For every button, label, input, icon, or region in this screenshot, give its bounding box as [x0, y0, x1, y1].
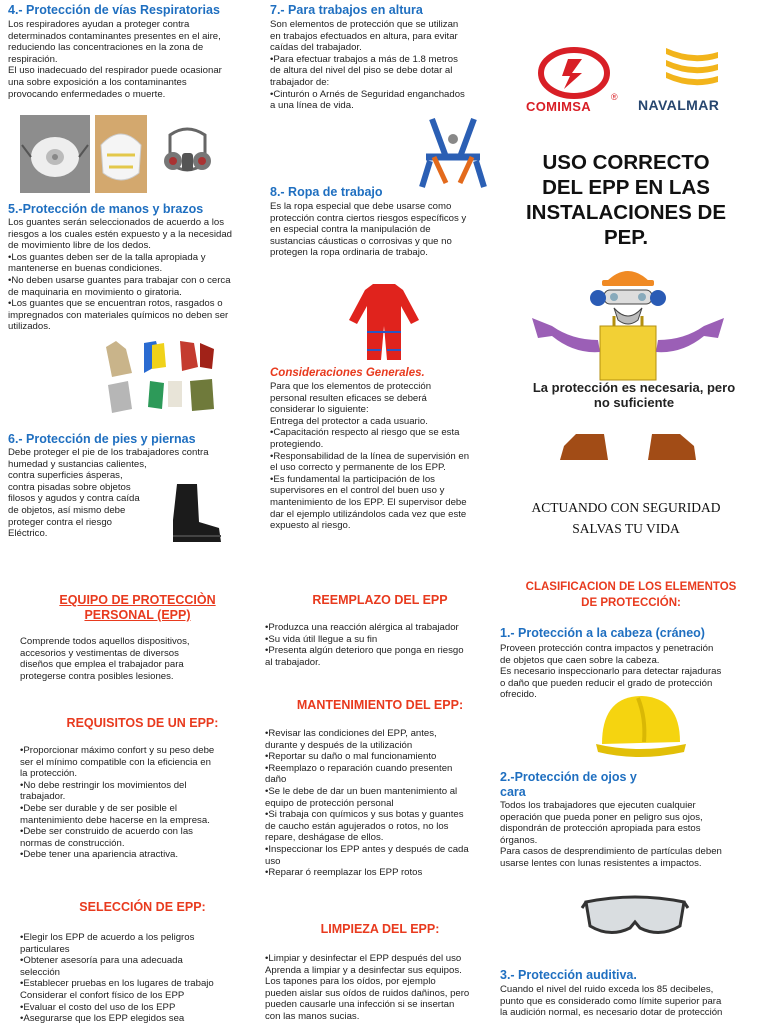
height-section-text: Son elementos de protección que se utilizan en trabajos efectuados en altura, para evitar caídas del trabajador. •Para efectuar trabajos a más de 1.8 metros de altura del nivel del piso se debe dotar al trabajador de: •Cinturón o Arnés de Seguridad enganchados a una línea de vida. — [270, 19, 465, 112]
gloves-image — [102, 337, 220, 419]
classification-title: CLASIFICACION DE LOS ELEMENTOS DE PROTECCIÓN: — [525, 581, 737, 609]
coverall-image — [345, 280, 423, 362]
hearing-protection-title: 3.- Protección auditiva. — [500, 968, 637, 982]
mascot-caption: La protección es necesaria, pero no suficiente — [532, 380, 736, 410]
maintenance-text: •Revisar las condiciones del EPP, antes, durante y después de la utilización •Reportar su daño o mal funcionamiento •Reemplazo o reparación cuando presenten daño •Se le debe de dar un buen mantenimiento al equipo de protección personal •Si trabaja con químicos y sus botas y guantes de caucho están agujerados o rotos, no los repare, deshágase de ellos. •Inspeccionar los EPP antes y después de cada uso •Reparar ó reemplazar los EPP rotos — [265, 728, 469, 879]
navalmar-wordmark: NAVALMAR — [638, 97, 720, 113]
cleaning-text: •Limpiar y desinfectar el EPP después del uso Aprenda a limpiar y a desinfectar sus equipos. Los tapones para los oídos, por ejemplo pueden aislar sus oídos de ruidos dañinos, pero pueden causarle una infección si se insertan con las manos sucias. — [265, 953, 470, 1022]
safety-glasses-image — [580, 888, 690, 948]
navalmar-logo — [662, 42, 720, 86]
head-protection-title: 1.- Protección a la cabeza (cráneo) — [500, 626, 705, 640]
feet-section-text: Debe proteger el pie de los trabajadores contra humedad y sustancias calientes, contra superficies ásperas, contra pisadas sobre objetos filosos y agudos y contra caída de objetos, así mismo debe proteger contra el riesgo Eléctrico. — [8, 447, 209, 540]
head-protection-text: Proveen protección contra impactos y penetración de objetos que caen sobre la cabeza. Es necesario inspeccionarlo para detectar rajaduras o daño que pueden reducir el grado de protección ofrecido. — [500, 643, 722, 701]
replacement-title: REEMPLAZO DEL EPP — [312, 593, 448, 607]
requirements-title: REQUISITOS DE UN EPP: — [66, 716, 219, 730]
hands-section-title: 5.-Protección de manos y brazos — [8, 202, 204, 216]
maintenance-title: MANTENIMIENTO DEL EPP: — [296, 698, 464, 712]
comimsa-logo — [538, 47, 610, 99]
safety-harness-image — [412, 117, 494, 189]
feet-section-title: 6.- Protección de pies y piernas — [8, 432, 196, 446]
hearing-protection-text: Cuando el nivel del ruido exceda los 85 decibeles, punto que es considerado como límite superior para la audición normal, es necesario dotar de protección — [500, 984, 723, 1019]
hard-hat-image — [588, 688, 688, 764]
selection-title: SELECCIÓN DE EPP: — [79, 900, 206, 914]
epp-definition-text: Comprende todos aquellos dispositivos, accesorios y vestimentas de diversos diseños que emplea el trabajador para protegerse contra posibles lesiones. — [20, 636, 190, 682]
respirator-image-1 — [20, 115, 90, 193]
general-considerations-text: Para que los elementos de protección personal resulten eficaces se deberá considerar lo siguiente: Entrega del protector a cada usuario. •Capacitación respecto al riesgo que se esta protegiendo. •Responsabilidad de la línea de supervisión en el uso correcto y permanente de los EPP. •Es fundamental la participación de los supervisores en el control del buen uso y mantenimiento de los EPP. El supervisor debe dar el ejemplo utilizándolos cada vez que este expuesto al riesgo. — [270, 381, 470, 532]
eye-protection-title: 2.-Protección de ojos y cara — [500, 770, 637, 799]
cleaning-title: LIMPIEZA DEL EPP: — [320, 922, 440, 936]
respirator-image-3 — [160, 115, 215, 193]
hands-section-text: Los guantes serán seleccionados de acuerdo a los riesgos a los cuales estén expuesto y a la necesidad de movimiento libre de los dedos. •Los guantes deben ser de la talla apropiada y mantenerse en buenas condiciones. •No deben usarse guantes para trabajar con o cerca de maquinaria en movimiento o giratoria. •Los guantes que se encuentran rotos, rasgados o impregnados con materiales químicos no deben ser utilizados. — [8, 217, 232, 333]
selection-text: •Elegir los EPP de acuerdo a los peligros particulares •Obtener asesoría para una adecuada selección •Establecer pruebas en los lugares de trabajo Considerar el confort físico de los EPP •Evaluar el costo del uso de los EPP •Asegurarse que los EPP elegidos sea — [20, 932, 214, 1025]
clothing-section-title: 8.- Ropa de trabajo — [270, 185, 383, 199]
eye-protection-text: Todos los trabajadores que ejecuten cualquier operación que pueda poner en peligro sus ojos, dispondrán de protección apropiada para estos órganos. Para casos de desprendimiento de partículas deben usarse lentes con lunas resistentes a impactos. — [500, 800, 722, 869]
clothing-section-text: Es la ropa especial que debe usarse como protección contra ciertos riesgos específicos y en especial contra la manipulación de sustancias cáusticas o corrosivas y que no protegen la ropa ordinaria de trabajo. — [270, 201, 467, 259]
registered-mark: ® — [611, 92, 618, 102]
respiratory-section-text: Los respiradores ayudan a proteger contra determinados contaminantes presentes en el aire, reduciendo las concentraciones en la zona de respiración. El uso inadecuado del respirador puede ocasionar una sobre exposición a los contaminantes provocando enfermedades o muerte. — [8, 19, 222, 100]
general-considerations-title: Consideraciones Generales. — [270, 367, 425, 379]
respirator-image-2 — [95, 115, 147, 193]
slogan-line-1: ACTUANDO CON SEGURIDAD — [531, 500, 721, 515]
replacement-text: •Produzca una reacción alérgica al trabajador •Su vida útil llegue a su fin •Presenta algún deterioro que ponga en riesgo al trabajador. — [265, 622, 464, 668]
slogan-line-2: SALVAS TU VIDA — [572, 521, 680, 536]
rubber-boot-image — [165, 480, 225, 546]
respiratory-section-title: 4.- Protección de vías Respiratorias — [8, 3, 220, 17]
requirements-text: •Proporcionar máximo confort y su peso debe ser el mínimo compatible con la eficiencia en la protección. •No debe restringir los movimientos del trabajador. •Debe ser durable y de ser posible el mantenimiento debe hacerse en la empresa. •Debe ser construido de acuerdo con las normas de construcción. •Debe tener una apariencia atractiva. — [20, 745, 215, 861]
epp-definition-title: EQUIPO DE PROTECCIÒN PERSONAL (EPP) — [59, 593, 216, 622]
height-section-title: 7.- Para trabajos en altura — [270, 3, 423, 17]
brochure-title: USO CORRECTO DEL EPP EN LAS INSTALACIONES DE PEP. — [525, 151, 727, 249]
comimsa-wordmark: COMIMSA — [526, 99, 591, 114]
ppe-mascot-illustration — [518, 262, 744, 474]
